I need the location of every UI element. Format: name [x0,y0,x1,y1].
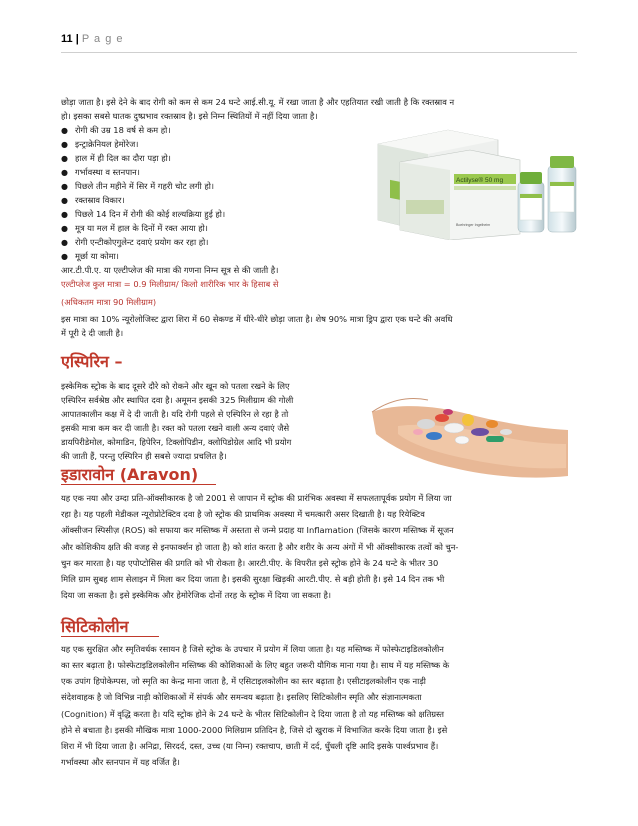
aravon-heading-rule [61,484,216,485]
aravon-line: यह एक नया और उम्दा प्रति-ऑक्सीकारक है जो 2001 से जापान में स्ट्रोक की प्रारंभिक अवस्था में सफलतापूर्वक प्रयोग में लिया जा [61,493,452,503]
header-separator: | [72,33,82,45]
page-label: P a g e [81,33,124,45]
dose-formula-2: (अधिकतम मात्रा 90 मिलीग्राम) [61,297,157,307]
bullet-icon: ● [61,126,68,135]
aspirin-line: डायपिरीडेमोल, कोमाडिन, हिपेरिन, टिक्लोपिडीन, क्लोपिडोग्रेल आदि भी प्रयोग [61,437,292,447]
aravon-line: मिलि ग्राम सुबह शाम सेलाइन में मिला कर दिया जाता है। इसकी सुरक्षा खिड़की आरटी.पीए. से बड़ी होती है। इसे 14 दिन तक भी [61,574,445,584]
hand-with-pills-image [368,372,573,484]
bullet-icon: ● [61,224,68,233]
bullet-icon: ● [61,196,68,205]
citicoline-line: का स्तर बढ़ाता है। फोस्फेटाइडिलकोलीन मस्तिष्क की कोशिकाओं के लिए बहुत जरूरी यौगिक माना गया है। साथ में यह मस्तिष्क के [61,660,450,670]
citicoline-heading: सिटिकोलीन [61,617,129,636]
list-item: ● हाल में ही दिल का दौरा पड़ा हो। [61,153,171,163]
aravon-line: और कोशिकीय क्षति की वजह से इनफार्क्शन हो जाता है) को शांत करता है और शरीर के अन्य अंगों में भी ऑक्सीकारक तत्वों को चुन- [61,542,459,552]
citicoline-line: गर्भावस्था और स्तनपान में यह वर्जित है। [61,757,180,767]
bullet-icon: ● [61,238,68,247]
citicoline-line: होने से बचाता है। इसकी मौखिक मात्रा 1000-2000 मिलिग्राम प्रतिदिन है, जिसे दो खुराक में विभाजित करके दिया जाता है। इसे [61,725,448,735]
list-item: ● मूत्र या मल में हाल के दिनों में रक्त आया हो। [61,223,208,233]
aravon-line: चुन कर मारता है। यह एपोप्टोसिस की प्रगति को भी रोकता है। आरटी.पीए. के विपरीत इसे स्ट्रोक होने के 24 घन्टे के भीतर 30 [61,558,439,568]
aravon-line: दिया जा सकता है। इसे इस्केमिक और हेमोरेजिक दोनों तरह के स्ट्रोक में दिया जा सकता है। [61,590,332,600]
bullet-icon: ● [61,182,68,191]
citicoline-line: (Cognition) में वृद्धि करता है। यदि स्ट्रोक होने के 24 घन्टे के भीतर सिटिकोलीन दे दिया जाता है तो यह मस्तिष्क को क्षतिग्रस्त [61,709,444,719]
page-header [61,33,124,45]
list-item: ● रक्तस्राव विकार। [61,195,125,205]
list-item: ● रोगी की उम्र 18 वर्ष से कम हो। [61,125,171,135]
bullet-icon: ● [61,210,68,219]
list-item: ● गर्भावस्था व स्तनपान। [61,167,140,177]
header-rule [61,52,577,53]
product-brand-text: Actilyse® 50 mg [456,177,504,184]
list-item: ● पिछले तीन महीने में सिर में गहरी चोट लगी हो। [61,181,215,191]
dose-line-1: आर.टी.पी.ए. या एल्टीप्लेज की मात्रा की गणना निम्न सूत्र से की जाती है। [61,265,279,275]
bullet-icon: ● [61,168,68,177]
intro-line-1: छोड़ा जाता है। इसे देने के बाद रोगी को कम से कम 24 घन्टे आई.सी.यू. में रखा जाता है और एहतियात रखी जाती है कि रक्तस्राव न [61,97,455,107]
product-maker-text: Boehringer Ingelheim [456,223,491,227]
list-item: ● पिछले 14 दिन में रोगी की कोई शल्यक्रिया हुई हो। [61,209,226,219]
intro-line-2: हो। इसका सबसे घातक दुष्प्रभाव रक्तस्राव है। इसे निम्न स्थितियों में नहीं दिया जाता है। [61,111,318,121]
aravon-heading: इडारावोन (Aravon) [61,465,199,484]
bullet-icon: ● [61,154,68,163]
dose-line-2: इस मात्रा का 10% न्यूरोलोजिस्ट द्वारा शिरा में 60 सेकण्ड में धीरे-धीरे छोड़ा जाता है। शेष 90% मात्रा ड्रिप द्वारा एक घन्टे की अवधि [61,314,453,324]
actilyse-product-image [370,122,580,240]
aspirin-line: इसकी मात्रा कम कर दी जाती है। रक्त को पतला रखने वाली अन्य दवाएं जैसे [61,423,290,433]
aravon-line: ऑक्सीजन स्पिसीज़ (ROS) को सफाया कर मस्तिष्क में अस्तता से जन्मे प्रदाह या Inflamation (जिसके कारण मस्तिष्क में सूजन [61,525,454,535]
page-number: 11 [61,33,73,45]
citicoline-line: एक उपांग हिपोकेम्पस, जो स्मृति का केन्द्र माना जाता है, में एसिटाइलकोलीन का स्तर बढ़ाता है। एसीटाइलकोलीन एक नाड़ी [61,676,426,686]
dose-formula-1: एल्टीप्लेज कुल मात्रा = 0.9 मिलीग्राम/ किलो शारीरिक भार के हिसाब से [61,279,279,289]
citicoline-line: यह एक सुरक्षित और स्मृतिवर्धक रसायन है जिसे स्ट्रोक के उपचार में प्रयोग में लिया जाता है। यह मस्तिष्क में फोस्फेटाइडिलकोलीन [61,644,444,654]
citicoline-line: संदेशवाहक है जो विभिन्न नाड़ी कोशिकाओं में संपर्क और समन्वय बढ़ाता है। इसलिए सिटिकोलीन स्मृति और संज्ञानात्मकता [61,692,422,702]
citicoline-line: शिरा में भी दिया जाता है। अनिद्रा, सिरदर्द, दस्त, उच्च (या निम्न) रक्तचाप, छाती में दर्द, धुँधली दृष्टि आदि इसके पार्श्वप्रभाव हैं। [61,741,439,751]
list-item: ● मूर्छा या कोमा। [61,251,119,261]
aspirin-line: इस्केमिक स्ट्रोक के बाद दूसरे दौरे को रोकने और खून को पतला रखने के लिए [61,381,290,391]
aspirin-heading: एस्पिरिन – [61,352,123,371]
dose-line-3: में पूरी दे दी जाती है। [61,328,124,338]
list-item: ● रोगी एन्टीकोएगुलेन्ट दवाएं प्रयोग कर रहा हो। [61,237,209,247]
citicoline-heading-rule [61,636,159,637]
list-item: ● इन्ट्राक्रेनियल हेमोरेज। [61,139,139,149]
aravon-line: रहा है। यह पहली मेडीकल न्यूरोप्रोटेक्टिव दवा है जो स्ट्रोक की प्राथमिक अवस्था में चमत्कारी असर दिखाती है। यह रियेक्टिव [61,509,425,519]
aspirin-line: आपातकालीन कक्ष में दे दी जाती है। यदि रोगी पहले से एस्पिरिन ले रहा है तो [61,409,289,419]
aspirin-line: एस्पिरिन सर्वश्रेष्ठ और स्थापित दवा है। अमूमन इसकी 325 मिलीग्राम की गोली [61,395,294,405]
bullet-icon: ● [61,140,68,149]
aspirin-line: की जाती हैं, परन्तु एस्पिरिन ही सबसे ज्यादा प्रचलित है। [61,451,227,461]
bullet-icon: ● [61,252,68,261]
